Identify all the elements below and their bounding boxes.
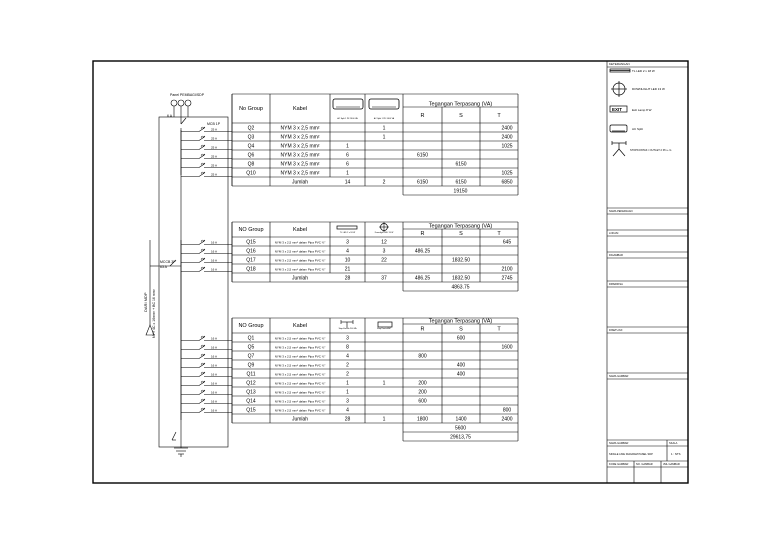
cell-value: 4 — [346, 248, 349, 255]
group-id: Q14 — [246, 398, 256, 405]
header-voltage: Tegangan Terpasang (VA) — [428, 223, 493, 230]
panel-top-label: Panel PEMBAGI/SDP — [170, 93, 205, 97]
branch-breaker — [181, 390, 232, 395]
cell-value: 2 — [346, 371, 349, 378]
cell-value: 10 — [344, 257, 351, 264]
cable-spec: NYM 3 x 2,5 mm² — [280, 143, 320, 150]
branch-circuits — [181, 127, 232, 420]
cell-value: 3 — [346, 239, 349, 246]
branch-breaker — [181, 136, 232, 141]
legend-items — [610, 69, 630, 156]
cable-spec: NYM 3 x 2,5 mm² dalam Pipa PVC ½" — [274, 363, 326, 368]
cable-spec: NYM 3 x 2,5 mm² — [280, 170, 320, 177]
branch-breaker — [181, 399, 232, 404]
cable-spec: NYM 3 x 2,5 mm² dalam Pipa PVC ½" — [274, 399, 326, 404]
breaker-rating: 16 A — [211, 390, 218, 395]
tl-led-icon — [337, 226, 357, 229]
branch-breaker — [181, 267, 232, 272]
main-breaker-rating: 6 A — [167, 114, 173, 118]
legend-label-downlight: DOWNLIGHT LED 13 W — [632, 87, 665, 91]
tb-code-label: KODE GAMBAR — [609, 463, 629, 466]
cable-spec: NYM 3 x 2,5 mm² dalam Pipa PVC ½" — [274, 336, 326, 341]
total-value: 6850 — [501, 179, 513, 186]
group-id: Q11 — [246, 371, 256, 378]
total-value: 486.25 — [414, 275, 431, 282]
branch-breaker — [181, 145, 232, 150]
breaker-rating: 25 A — [211, 172, 218, 177]
tb-section-4: DIPERIKSA — [609, 283, 623, 286]
group-id: Q4 — [247, 143, 255, 150]
phase-r-icon — [171, 100, 177, 106]
table-outlet-load — [232, 318, 518, 441]
cable-spec: NYM 3 x 2,5 mm² dalam Pipa PVC ½" — [274, 390, 326, 395]
total-value: 2400 — [501, 416, 513, 423]
cell-value: 1832.50 — [451, 257, 471, 264]
icon1-caption: AC Split 1 PK 2400 VA — [337, 118, 358, 120]
header-cable: Kabel — [292, 106, 308, 112]
sub-breaker-rating: 63 A — [160, 265, 168, 269]
icon1-caption: Stop Kontak 200 VA — [338, 328, 357, 330]
icon2-caption: AC Split 1 PK 2400 VA — [373, 118, 395, 120]
breaker-rating: 16 A — [211, 240, 218, 245]
cell-value: 1 — [382, 134, 386, 141]
cell-value: 6150 — [455, 161, 467, 168]
header-voltage: Tegangan Terpasang (VA) — [428, 318, 493, 325]
group-id: Q7 — [247, 353, 255, 360]
legend-label-tl-led: TL LED 2 x 18 W — [632, 69, 655, 73]
legend-label-ac-split: AC Split — [632, 127, 643, 131]
icon2-caption: Stop Kontak AC — [376, 328, 392, 330]
stop-kontak-icon — [341, 320, 353, 328]
branch-breaker — [181, 154, 232, 159]
cell-value: 1 — [346, 143, 349, 150]
cell-value: 21 — [344, 266, 351, 273]
ac-split-icon — [369, 99, 399, 109]
cell-value: 6 — [346, 161, 349, 168]
ac-split-icon — [333, 99, 363, 109]
legend-label-exit: Exit Lamp 8 W — [632, 108, 652, 112]
branch-breaker — [181, 408, 232, 413]
tb-drawing-name-label: NAMA GAMBAR — [609, 442, 629, 445]
cell-value: 3 — [346, 335, 349, 342]
group-id: Q1 — [247, 335, 255, 342]
cell-value: 3 — [346, 398, 349, 405]
header-voltage: Tegangan Terpasang (VA) — [428, 101, 493, 108]
total-value: 1800 — [416, 416, 429, 423]
cell-value: 4 — [346, 353, 349, 360]
header-r: R — [420, 113, 425, 119]
group-id: Q5 — [247, 344, 255, 351]
cell-value: 2400 — [501, 134, 513, 141]
tb-section-2: LOKASI — [609, 232, 619, 235]
group-id: Q3 — [247, 134, 255, 141]
tb-section-5: DISETUJUI — [609, 329, 623, 332]
cable-spec: NYM 3 x 2,5 mm² dalam Pipa PVC ½" — [274, 372, 326, 377]
cell-value: 2400 — [501, 125, 513, 132]
header-t: T — [497, 113, 501, 119]
header-group: No Group — [239, 106, 263, 112]
branch-breaker — [181, 381, 232, 386]
group-id: Q15 — [246, 239, 256, 246]
cell-value: 6 — [346, 152, 349, 159]
breaker-rating: 16 A — [211, 408, 218, 413]
header-t: T — [497, 231, 501, 237]
cable-spec: NYM 3 x 2,5 mm² dalam Pipa PVC ½" — [274, 249, 326, 254]
tb-section-1: NAMA PEKERJAAN — [609, 210, 633, 213]
cell-value: 1 — [346, 170, 349, 177]
table-lighting-load — [232, 222, 518, 291]
group-id: Q15 — [246, 407, 256, 414]
cell-value: 3 — [382, 248, 386, 255]
group-id: Q12 — [246, 380, 256, 387]
tb-drawing-name: SINGLE LINE DIAGRAM PANEL SDP — [609, 453, 653, 456]
cell-value: 2 — [346, 362, 349, 369]
group-id: Q13 — [246, 389, 256, 396]
branch-breaker — [181, 127, 232, 132]
cable-spec: NYM 3 x 2,5 mm² dalam Pipa PVC ½" — [274, 381, 326, 386]
group-id: Q10 — [246, 170, 256, 177]
legend-header: KETERANGAN — [609, 62, 630, 66]
title-block — [607, 61, 688, 483]
group-id: Q16 — [246, 248, 256, 255]
sub-breaker-label: MCCB 3P — [160, 260, 176, 264]
grand-value: 5600 — [454, 425, 467, 432]
sheet-border — [93, 61, 688, 483]
total-value: 1 — [382, 416, 386, 423]
breaker-rating: 16 A — [211, 345, 218, 350]
branch-breaker — [181, 363, 232, 368]
cable-spec: NYM 3 x 2,5 mm² dalam Pipa PVC ½" — [274, 267, 326, 272]
cable-spec: NYM 3 x 2,5 mm² — [280, 134, 320, 141]
cell-value: 1 — [382, 380, 386, 387]
feeder-cable-label: NYY 4C x 16mm² + BC 16 mm² — [152, 289, 156, 338]
tb-scale: 1 : NTS — [671, 452, 681, 456]
cable-spec: NYM 3 x 2,5 mm² — [280, 152, 320, 159]
main-breaker-label: MCB 1P — [207, 122, 221, 126]
phase-t-icon — [185, 100, 191, 106]
cell-value: 200 — [418, 389, 427, 396]
cell-value: 1 — [346, 389, 349, 396]
cable-spec: NYM 3 x 2,5 mm² dalam Pipa PVC ½" — [274, 240, 326, 245]
branch-breaker — [181, 354, 232, 359]
breaker-rating: 25 A — [211, 163, 218, 168]
cell-value: 1025 — [501, 143, 513, 150]
branch-breaker — [181, 372, 232, 377]
tb-section-3: DIGAMBAR — [609, 254, 623, 257]
grand-value: 19150 — [453, 188, 468, 195]
total-value: 1400 — [455, 416, 467, 423]
icon1-caption: TL LED 2 x 18 W — [339, 232, 356, 234]
breaker-rating: 16 A — [211, 363, 218, 368]
cell-value: 6150 — [416, 152, 429, 159]
cell-value: 600 — [456, 335, 466, 342]
cell-value: 1025 — [501, 170, 513, 177]
total-label: Jumlah — [291, 416, 309, 423]
breaker-rating: 16 A — [211, 354, 218, 359]
cable-spec: NYM 3 x 2,5 mm² — [280, 161, 320, 168]
total-value: 6150 — [455, 179, 467, 186]
header-r: R — [420, 231, 425, 237]
total-value: 2745 — [501, 275, 513, 282]
total-value: 28 — [344, 416, 351, 423]
total-label: Jumlah — [291, 179, 309, 186]
cell-value: 400 — [456, 362, 466, 369]
cell-value: 1 — [346, 380, 349, 387]
group-id: Q18 — [246, 266, 256, 273]
header-group: NO Group — [238, 323, 264, 329]
tb-number-label: NO. GAMBAR — [636, 463, 653, 466]
legend-label-stop-kontak: STOPKONTAK / OUTLET 2 Pin + G — [630, 149, 672, 152]
cell-value: 1600 — [501, 344, 513, 351]
breaker-rating: 16 A — [211, 381, 218, 386]
phase-s-icon — [178, 100, 184, 106]
header-cable: Kabel — [292, 227, 308, 233]
icon2-caption: Downlight LED 13 W — [374, 232, 394, 234]
cell-value: 600 — [418, 398, 427, 405]
total-value: 2 — [382, 179, 386, 186]
cell-value: 645 — [502, 239, 512, 246]
cable-spec: NYM 3 x 2,5 mm² dalam Pipa PVC ½" — [274, 408, 326, 413]
tb-section-6: NAMA GAMBAR — [609, 375, 629, 378]
breaker-rating: 25 A — [211, 154, 218, 159]
breaker-rating: 16 A — [211, 267, 218, 272]
group-id: Q8 — [247, 161, 255, 168]
branch-breaker — [181, 172, 232, 177]
tb-scale-label: SKALA — [669, 442, 678, 445]
branch-breaker — [181, 240, 232, 245]
branch-breaker — [181, 345, 232, 350]
cell-value: 2100 — [501, 266, 513, 273]
table-ac-load — [232, 94, 518, 195]
header-s: S — [459, 113, 463, 119]
branch-breaker — [181, 336, 232, 341]
header-s: S — [459, 231, 463, 237]
cell-value: 400 — [456, 371, 466, 378]
header-group: NO Group — [238, 227, 264, 233]
grand-total: 29613,75 — [450, 434, 471, 441]
grand-value: 4863.75 — [451, 284, 470, 291]
group-id: Q2 — [247, 125, 255, 132]
total-value: 28 — [344, 275, 351, 282]
total-value: 37 — [381, 275, 387, 282]
branch-breaker — [181, 163, 232, 168]
total-value: 1832.50 — [451, 275, 471, 282]
panel-vertical-label: DARI MDP — [143, 292, 148, 312]
breaker-rating: 16 A — [211, 372, 218, 377]
cell-value: 200 — [418, 380, 427, 387]
breaker-rating: 25 A — [211, 136, 218, 141]
header-cable: Kabel — [292, 323, 308, 329]
cell-value: 800 — [418, 353, 427, 360]
cell-value: 22 — [381, 257, 387, 264]
branch-breaker — [181, 249, 232, 254]
header-r: R — [420, 326, 425, 333]
cell-value: 486.25 — [414, 248, 431, 255]
group-id: Q6 — [247, 152, 255, 159]
ac-outlet-icon — [378, 322, 392, 327]
breaker-rating: 25 A — [211, 127, 218, 132]
group-id: Q17 — [246, 257, 256, 264]
cable-spec: NYM 3 x 2,5 mm² — [280, 125, 320, 132]
cell-value: 4 — [346, 407, 349, 414]
breaker-rating: 16 A — [211, 336, 218, 341]
header-t: T — [497, 326, 501, 333]
tb-count-label: JML GAMBAR — [663, 463, 680, 466]
cell-value: 8 — [346, 344, 349, 351]
cell-value: 800 — [502, 407, 512, 414]
cable-spec: NYM 3 x 2,5 mm² dalam Pipa PVC ½" — [274, 345, 326, 350]
breaker-rating: 16 A — [211, 258, 218, 263]
cell-value: 1 — [382, 125, 386, 132]
stop-kontak-icon — [612, 141, 626, 156]
breaker-rating: 16 A — [211, 399, 218, 404]
total-value: 14 — [344, 179, 351, 186]
breaker-rating: 16 A — [211, 249, 218, 254]
cable-spec: NYM 3 x 2,5 mm² dalam Pipa PVC ½" — [274, 354, 326, 359]
branch-breaker — [181, 258, 232, 263]
cable-spec: NYM 3 x 2,5 mm² dalam Pipa PVC ½" — [274, 258, 326, 263]
legend-exit-text: EXIT — [612, 107, 623, 112]
group-id: Q9 — [247, 362, 255, 369]
header-s: S — [459, 326, 463, 333]
total-label: Jumlah — [291, 275, 309, 282]
total-value: 6150 — [416, 179, 429, 186]
breaker-rating: 25 A — [211, 145, 218, 150]
cell-value: 12 — [381, 239, 387, 246]
